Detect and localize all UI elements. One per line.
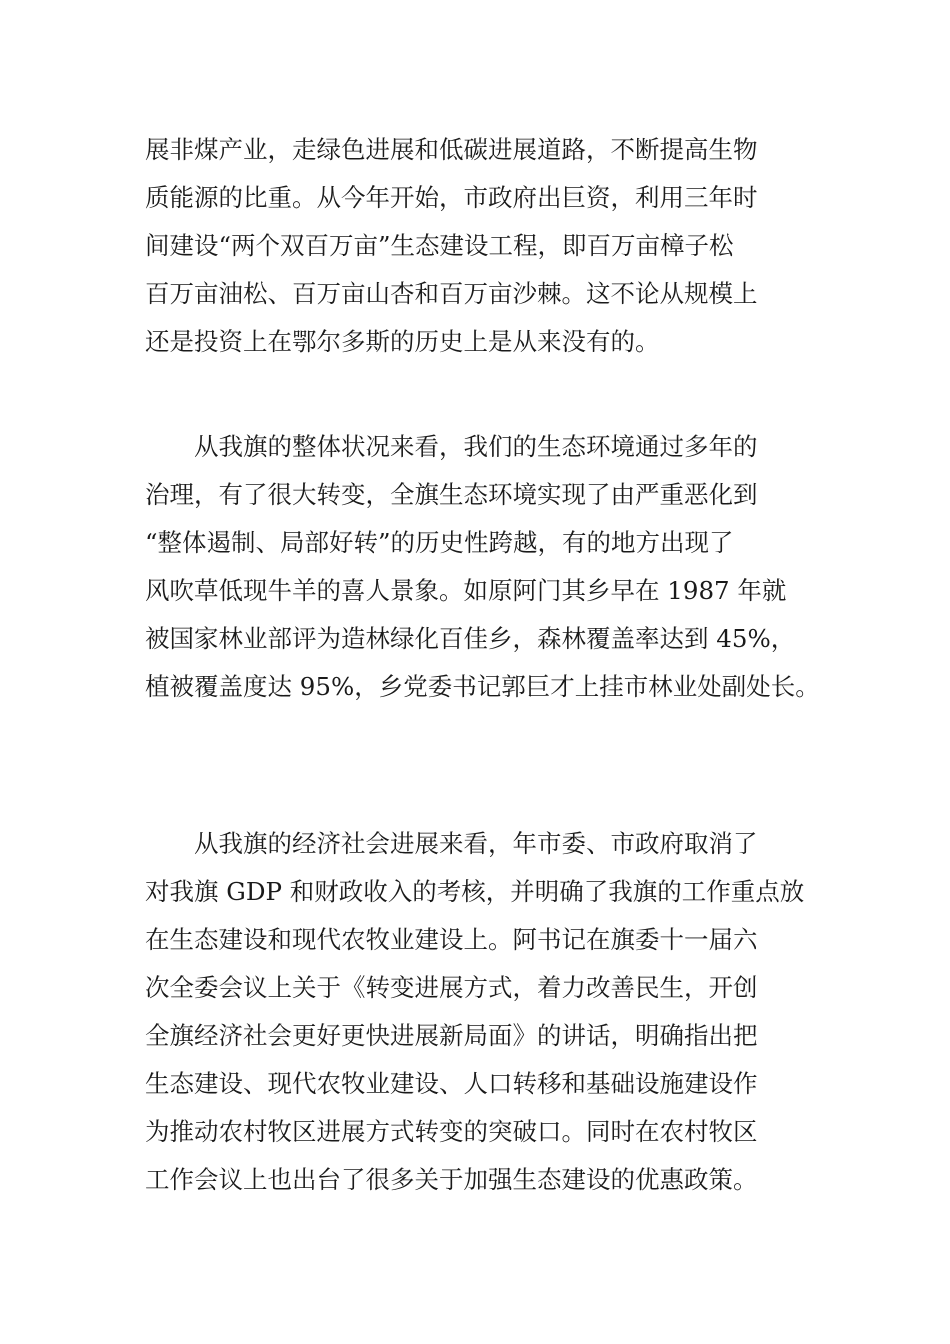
text-line: 工作会议上也出台了很多关于加强生态建设的优惠政策。: [145, 1165, 758, 1194]
text-line: 从我旗的整体状况来看，我们的生态环境通过多年的: [145, 432, 758, 461]
text-line: 间建设“两个双百万亩”生态建设工程，即百万亩樟子松: [145, 231, 734, 260]
text-line: 百万亩油松、百万亩山杏和百万亩沙棘。这不论从规模上: [145, 279, 758, 308]
text-line: 被国家林业部评为造林绿化百佳乡，森林覆盖率达到 45%，: [145, 624, 796, 653]
text-line: 植被覆盖度达 95%，乡党委书记郭巨才上挂市林业处副处长。: [145, 672, 820, 701]
text-line: 风吹草低现牛羊的喜人景象。如原阿门其乡早在 1987 年就: [145, 576, 787, 605]
text-line: 还是投资上在鄂尔多斯的历史上是从来没有的。: [145, 327, 660, 356]
text-line: 质能源的比重。从今年开始，市政府出巨资，利用三年时: [145, 183, 758, 212]
text-line: 对我旗 GDP 和财政收入的考核，并明确了我旗的工作重点放: [145, 877, 805, 906]
paragraph-2: [145, 423, 825, 711]
text-line: 在生态建设和现代农牧业建设上。阿书记在旗委十一届六: [145, 925, 758, 954]
text-line: “整体遏制、局部好转”的历史性跨越，有的地方出现了: [145, 528, 734, 557]
text-line: 治理，有了很大转变，全旗生态环境实现了由严重恶化到: [145, 480, 758, 509]
text-line: 从我旗的经济社会进展来看，年市委、市政府取消了: [145, 829, 758, 858]
text-line: 全旗经济社会更好更快进展新局面》的讲话，明确指出把: [145, 1021, 758, 1050]
text-line: 为推动农村牧区进展方式转变的突破口。同时在农村牧区: [145, 1117, 758, 1146]
text-line: 次全委会议上关于《转变进展方式，着力改善民生，开创: [145, 973, 758, 1002]
paragraph-3: [145, 820, 825, 1204]
text-line: 生态建设、现代农牧业建设、人口转移和基础设施建设作: [145, 1069, 758, 1098]
text-line: 展非煤产业，走绿色进展和低碳进展道路，不断提高生物: [145, 135, 758, 164]
paragraph-1: [145, 126, 825, 366]
